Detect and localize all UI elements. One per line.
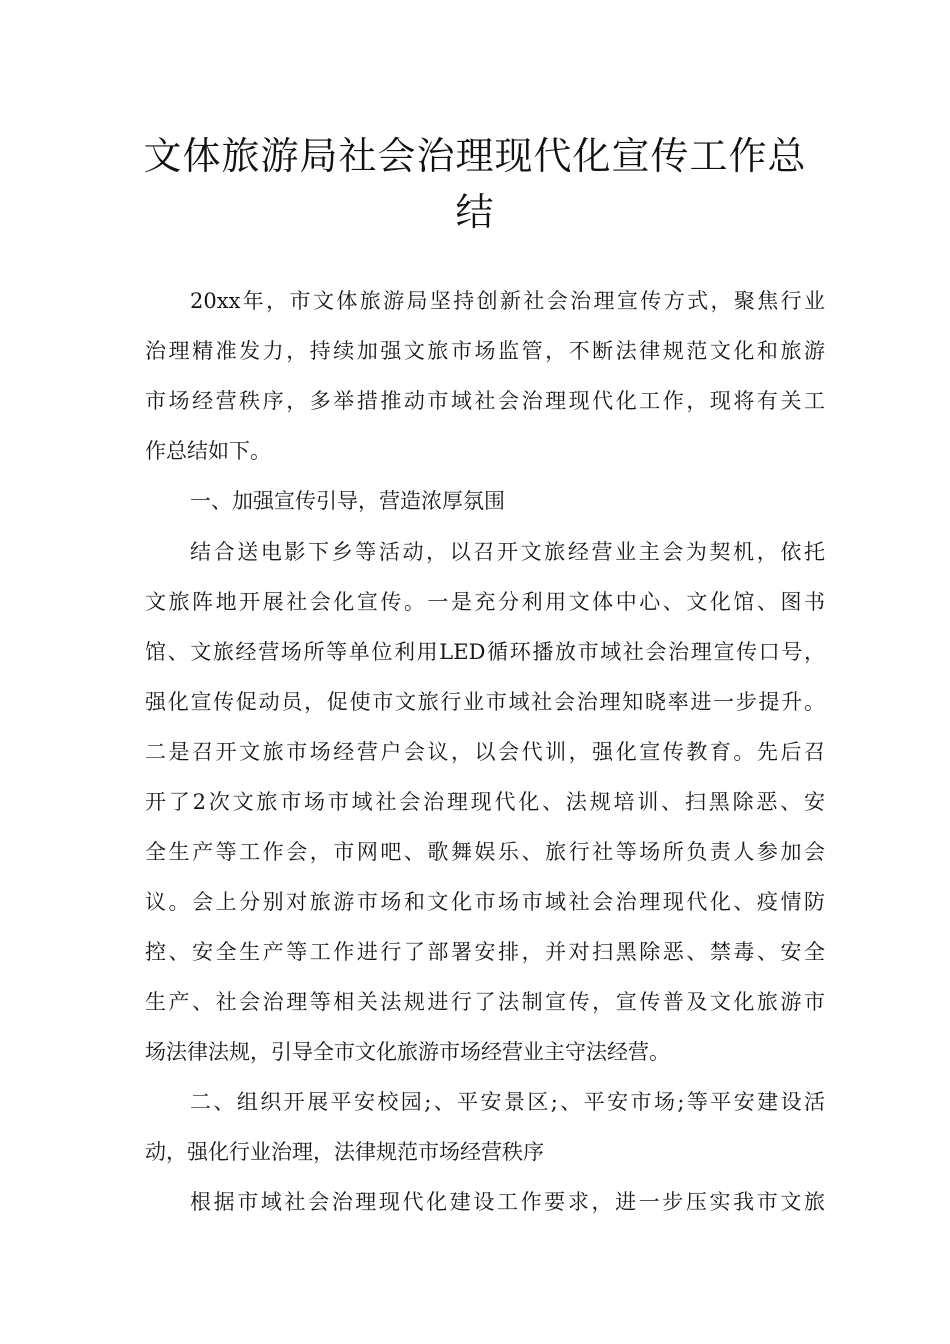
section-heading: 一、加强宣传引导，营造浓厚氛围 xyxy=(190,489,505,513)
paragraph-line: 控、安全生产等工作进行了部署安排，并对扫黑除恶、禁毒、安全 xyxy=(145,940,825,964)
paragraph-line: 全生产等工作会，市网吧、歌舞娱乐、旅行社等场所负责人参加会 xyxy=(145,840,825,864)
section-heading: 二、组织开展平安校园;、平安景区;、平安市场;等平安建设活 xyxy=(190,1090,825,1114)
paragraph-line: 治理精准发力，持续加强文旅市场监管，不断法律规范文化和旅游 xyxy=(145,339,825,363)
paragraph-line: 强化宣传促动员，促使市文旅行业市域社会治理知晓率进一步提升。 xyxy=(145,690,825,714)
paragraph-line: 20xx年，市文体旅游局坚持创新社会治理宣传方式，聚焦行业 xyxy=(190,289,825,313)
document-title xyxy=(100,128,850,240)
paragraph-line: 作总结如下。 xyxy=(145,439,271,463)
paragraph-line: 文旅阵地开展社会化宣传。一是充分利用文体中心、文化馆、图书 xyxy=(145,590,825,614)
paragraph-line: 议。会上分别对旅游市场和文化市场市域社会治理现代化、疫情防 xyxy=(145,890,825,914)
title-line-2: 结 xyxy=(455,190,495,234)
paragraph-line: 结合送电影下乡等活动，以召开文旅经营业主会为契机，依托 xyxy=(190,540,825,564)
title-line-1: 文体旅游局社会治理现代化宣传工作总 xyxy=(143,134,807,178)
paragraph-line: 二是召开文旅市场经营户会议，以会代训，强化宣传教育。先后召 xyxy=(145,740,825,764)
paragraph-line: 市场经营秩序，多举措推动市域社会治理现代化工作，现将有关工 xyxy=(145,389,825,413)
paragraph-line: 根据市域社会治理现代化建设工作要求，进一步压实我市文旅 xyxy=(190,1190,825,1214)
paragraph-line: 生产、社会治理等相关法规进行了法制宣传，宣传普及文化旅游市 xyxy=(145,990,825,1014)
section-heading: 动，强化行业治理，法律规范市场经营秩序 xyxy=(145,1140,544,1164)
paragraph-line: 馆、文旅经营场所等单位利用LED循环播放市域社会治理宣传口号， xyxy=(145,640,825,664)
paragraph-line: 开了2次文旅市场市域社会治理现代化、法规培训、扫黑除恶、安 xyxy=(145,790,825,814)
paragraph-line: 场法律法规，引导全市文化旅游市场经营业主守法经营。 xyxy=(145,1040,670,1064)
